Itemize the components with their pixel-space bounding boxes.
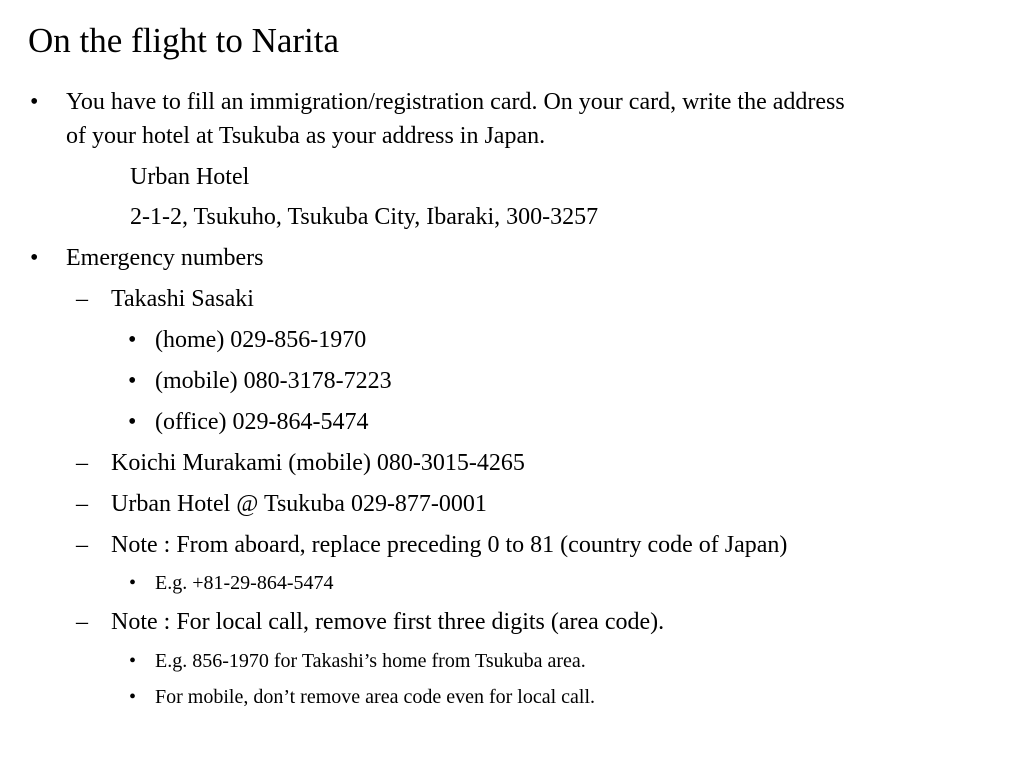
bullet-marker: • [30, 89, 39, 115]
contact-takashi-office: (office) 029-864-5474 [155, 409, 369, 435]
dash-marker: – [76, 450, 88, 476]
bullet-marker: • [128, 368, 137, 394]
emergency-heading: Emergency numbers [66, 245, 264, 271]
bullet-marker: • [128, 409, 137, 435]
bullet-marker: • [30, 245, 39, 271]
note-local-call: Note : For local call, remove first three digits (area code). [111, 609, 665, 635]
contact-takashi-home: (home) 029-856-1970 [155, 327, 367, 353]
immigration-instruction-line1: You have to fill an immigration/registration card. On your card, write the address [66, 89, 845, 115]
note-from-abroad: Note : From aboard, replace preceding 0 to 81 (country code of Japan) [111, 532, 788, 558]
contact-urban-hotel: Urban Hotel @ Tsukuba 029-877-0001 [111, 491, 487, 517]
contact-koichi: Koichi Murakami (mobile) 080-3015-4265 [111, 450, 525, 476]
note-local-example: E.g. 856-1970 for Takashi’s home from Tsukuba area. [155, 650, 586, 672]
dash-marker: – [76, 609, 88, 635]
bullet-marker: • [129, 686, 137, 708]
bullet-marker: • [129, 572, 137, 594]
bullet-marker: • [128, 327, 137, 353]
dash-marker: – [76, 491, 88, 517]
hotel-name: Urban Hotel [130, 164, 250, 190]
contact-takashi-name: Takashi Sasaki [111, 286, 254, 312]
dash-marker: – [76, 286, 88, 312]
slide-title: On the flight to Narita [28, 21, 340, 60]
hotel-address: 2-1-2, Tsukuho, Tsukuba City, Ibaraki, 300-3257 [130, 204, 599, 230]
immigration-instruction-line2: of your hotel at Tsukuba as your address in Japan. [66, 123, 546, 149]
note-local-mobile: For mobile, don’t remove area code even for local call. [155, 686, 596, 708]
note-abroad-example: E.g. +81-29-864-5474 [155, 572, 334, 594]
contact-takashi-mobile: (mobile) 080-3178-7223 [155, 368, 392, 394]
dash-marker: – [76, 532, 88, 558]
bullet-marker: • [129, 650, 137, 672]
